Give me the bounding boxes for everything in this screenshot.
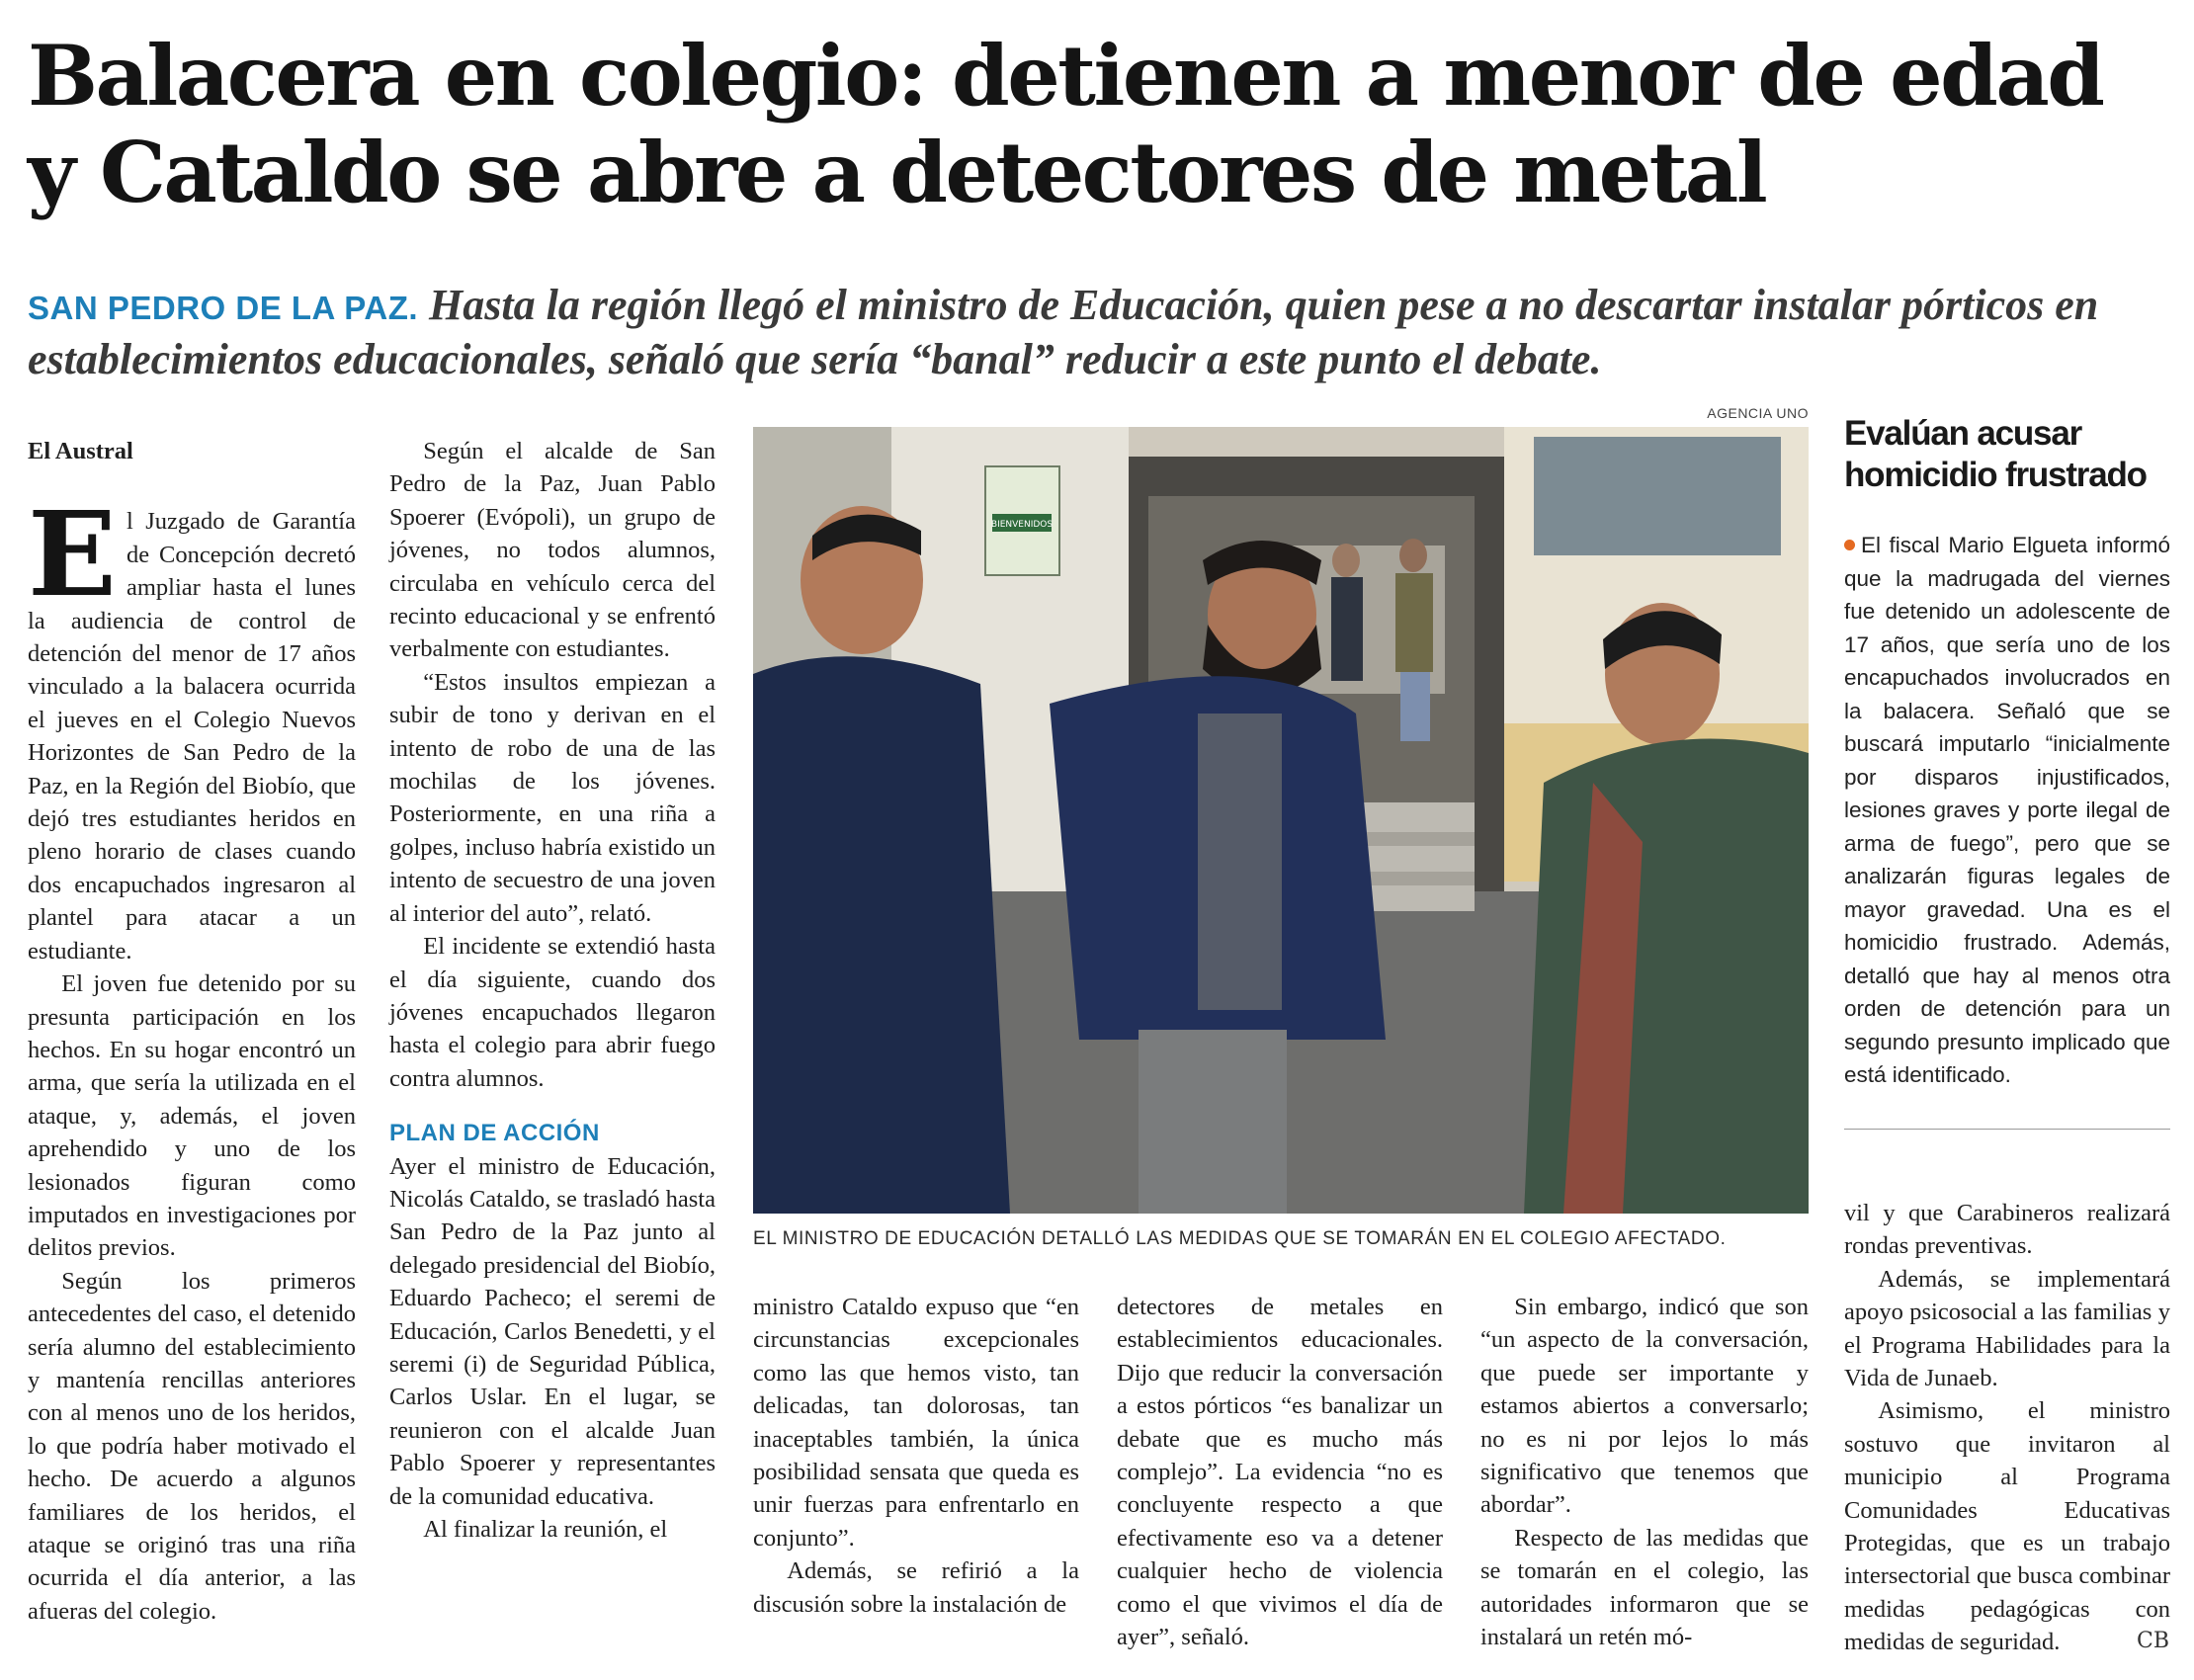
paragraph: Según los primeros antecedentes del caso, el detenido sería alumno del establecimiento y mantenía rencillas anteriores con al menos uno de los heridos, lo que podría haber motivado el hecho. De acuerdo a algunos familiares de los heridos, el ataque se originó tras una riña ocurrida el día anterior, a las afueras del colegio. <box>28 1267 356 1625</box>
paragraph: Sin embargo, indicó que son “un aspecto de la conversación, que puede ser importante y estamos abiertos a conversarlo; no es ni por lejos lo más significativo que tenemos que abordar”. <box>1480 1294 1809 1519</box>
sidebar-paragraph-text: El fiscal Mario Elgueta informó que la madrugada del viernes fue detenido un adolescente de 17 años, que sería uno de los encapuchados involucrados en la balacera. Señaló que se buscará imputarlo “inicialmente por disparos injustificados, lesiones graves y porte ilegal de arma de fuego”, pero que se analizarán figuras legales de mayor gravedad. Una es el homicidio frustrado. Además, detalló que hay al menos otra orden de detención para un segundo presunto implicado que está identificado. <box>1844 533 2170 1087</box>
paragraph <box>28 485 356 967</box>
bullet-icon <box>1844 540 1855 550</box>
text-column-4 <box>1117 1291 1443 1653</box>
article-headline: Balacera en colegio: detienen a menor de edad y Cataldo se abre a detectores de metal <box>28 27 2103 221</box>
photo-sign-text: BIENVENIDOS <box>990 520 1054 530</box>
photo-illustration <box>753 427 1809 1214</box>
paragraph-text: l Juzgado de Garantía de Concepción decretó ampliar hasta el lunes la audiencia de control de detención del menor de 17 años vinculado a la balacera ocurrida el jueves en el Colegio Nuevos Horizontes de San Pedro de la Paz, en la Región del Biobío, que dejó tres estudiantes heridos en pleno horario de clases cuando dos encapuchados ingresaron al plantel para atacar a un estudiante. <box>28 508 356 965</box>
text-column-2 <box>389 435 716 1546</box>
article-dek <box>28 280 2152 385</box>
section-subhead: PLAN DE ACCIÓN <box>389 1120 600 1147</box>
paragraph: “Estos insultos empiezan a subir de tono y derivan en el intento de robo de una de las mochilas de los jóvenes. Posteriormente, en una riña a golpes, incluso habría existido un intento de secuestro de una joven al interior del auto”, relató. <box>389 668 716 927</box>
paragraph: Ayer el ministro de Educación, Nicolás Cataldo, se trasladó hasta San Pedro de la Paz junto al delegado presidencial del Biobío, Eduardo Pacheco; el seremi de Educación, Carlos Benedetti, y el seremi (i) de Seguridad Pública, Carlos Uslar. En el lugar, se reunieron con el alcalde Juan Pablo Spoerer y representantes de la comunidad educativa. <box>389 1152 716 1510</box>
paragraph: El incidente se extendió hasta el día siguiente, cuando dos jóvenes encapuchados llegaron hasta el colegio para abrir fuego contra alumnos. <box>389 933 716 1092</box>
sidebar-divider <box>1844 1129 2170 1130</box>
paragraph: Según el alcalde de San Pedro de la Paz, Juan Pablo Spoerer (Evópoli), un grupo de jóvenes, no todos alumnos, circulaba en vehículo cerca del recinto educacional y se enfrentó verbalmente con estudiantes. <box>389 438 716 663</box>
news-photo <box>753 427 1809 1214</box>
text-column-1 <box>28 435 356 1628</box>
dek-location: SAN PEDRO DE LA PAZ. <box>28 290 419 326</box>
paragraph: Además, se refirió a la discusión sobre la instalación de <box>753 1557 1079 1618</box>
paragraph: Además, se implementará apoyo psicosocial a las familias y el Programa Habilidades para la Vida de Junaeb. <box>1844 1265 2170 1392</box>
drop-cap: E <box>28 485 117 624</box>
sidebar-title: Evalúan acusar homicidio frustrado <box>1844 414 2147 494</box>
photo-caption: EL MINISTRO DE EDUCACIÓN DETALLÓ LAS MEDIDAS QUE SE TOMARÁN EN EL COLEGIO AFECTADO. <box>753 1228 1727 1249</box>
text-column-3 <box>753 1291 1079 1621</box>
paragraph: detectores de metales en establecimientos educacionales. Dijo que reducir la conversación a estos pórticos “es banalizar un debate que es mucho más complejo”. La evidencia “no es concluyente respecto a que efectivamente eso va a detener cualquier hecho de violencia como el que vivimos el día de ayer”, señaló. <box>1117 1294 1443 1651</box>
byline: El Austral <box>28 438 133 464</box>
sidebar-body <box>1844 529 2170 1092</box>
paragraph: vil y que Carabineros realizará rondas preventivas. <box>1844 1200 2170 1260</box>
photo-credit: AGENCIA UNO <box>1707 405 1809 421</box>
text-column-5 <box>1480 1291 1809 1653</box>
paragraph: Al finalizar la reunión, el <box>423 1516 668 1543</box>
paragraph: ministro Cataldo expuso que “en circunstancias excepcionales como las que hemos visto, tan delicadas, tan dolorosas, tan inaceptables también, la única posibilidad sensata que queda es unir fuerzas para enfrentarlo en conjunto”. <box>753 1294 1079 1552</box>
end-mark: CB <box>2137 1629 2169 1653</box>
dek-text: Hasta la región llegó el ministro de Educación, quien pese a no descartar instalar pórticos en establecimientos educacionales, señaló que sería “banal” reducir a este punto el debate. <box>28 281 2099 383</box>
text-column-6 <box>1844 1197 2170 1659</box>
sidebar-paragraph <box>1844 529 2170 1092</box>
paragraph: El joven fue detenido por su presunta participación en los hechos. En su hogar encontró un arma, que sería la utilizada en el ataque, y, además, el joven aprehendido y uno de los lesionados figuran como imputados en investigaciones por delitos previos. <box>28 970 356 1262</box>
paragraph: Respecto de las medidas que se tomarán en el colegio, las autoridades informaron que se instalará un retén mó- <box>1480 1524 1809 1651</box>
paragraph: Asimismo, el ministro sostuvo que invitaron al municipio al Programa Comunidades Educativas Protegidas, que es un trabajo intersectorial que busca combinar medidas pedagógicas con medidas de seguridad. <box>1844 1397 2170 1656</box>
